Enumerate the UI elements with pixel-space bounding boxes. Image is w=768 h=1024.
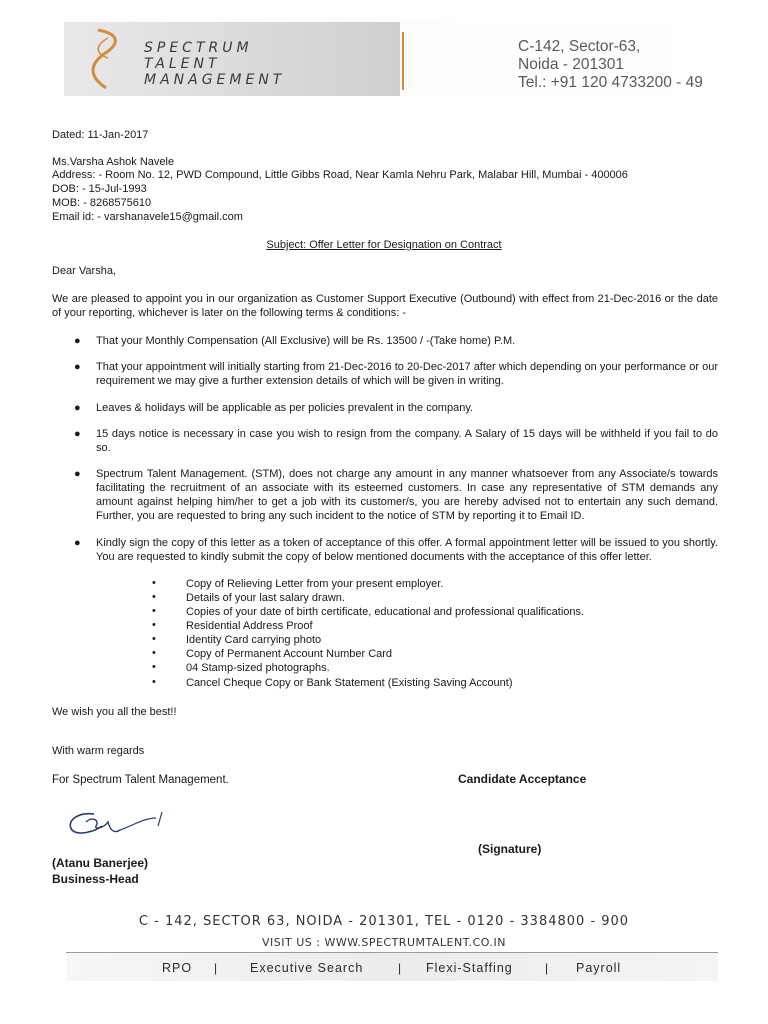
service-separator: | bbox=[398, 961, 402, 975]
document-item: Cancel Cheque Copy or Bank Statement (Existing Saving Account) bbox=[186, 677, 513, 689]
service-executive-search: Executive Search bbox=[250, 961, 364, 975]
bullet-icon: ● bbox=[74, 361, 81, 373]
document-item: Identity Card carrying photo bbox=[186, 634, 322, 646]
bullet-icon: ● bbox=[74, 468, 81, 480]
bullet-icon: ● bbox=[74, 402, 81, 414]
bullet-icon: ● bbox=[74, 335, 81, 347]
term-leaves: Leaves & holidays will be applicable as per policies prevalent in the company. bbox=[96, 402, 474, 414]
service-rpo: RPO bbox=[162, 961, 193, 975]
bullet-icon: • bbox=[152, 619, 156, 631]
bullet-icon: • bbox=[152, 661, 156, 673]
salutation: Dear Varsha, bbox=[52, 265, 116, 277]
recipient-dob: DOB: - 15-Jul-1993 bbox=[52, 183, 147, 195]
recipient-name: Ms.Varsha Ashok Navele bbox=[52, 156, 175, 168]
brand-line-2: TALENT bbox=[144, 56, 221, 72]
recipient-email: Email id: - varshanavele15@gmail.com bbox=[52, 211, 243, 223]
brand-line-3: MANAGEMENT bbox=[144, 72, 286, 88]
header-divider bbox=[402, 32, 404, 90]
closing-regards: With warm regards bbox=[52, 745, 145, 757]
letter-subject: Subject: Offer Letter for Designation on Contract bbox=[266, 239, 502, 251]
signatory-name: (Atanu Banerjee) bbox=[52, 856, 149, 870]
logo-swirl-icon bbox=[68, 24, 138, 94]
signature-label: (Signature) bbox=[478, 842, 542, 856]
closing-wish: We wish you all the best!! bbox=[52, 706, 177, 718]
footer-website: VISIT US : WWW.SPECTRUMTALENT.CO.IN bbox=[262, 936, 506, 949]
header-address-line-2: Noida - 201301 bbox=[518, 56, 624, 73]
document-item: Details of your last salary drawn. bbox=[186, 592, 345, 604]
service-payroll: Payroll bbox=[576, 961, 622, 975]
bullet-icon: • bbox=[152, 605, 156, 617]
document-item: Residential Address Proof bbox=[186, 620, 313, 632]
term-no-charge: Spectrum Talent Management. (STM), does not charge any amount in any manner whatsoever from any Associate/s towards facilitating the recruitment of an associate with its esteemed customers. In case any representative of STM demands any amount against helping him/her to get a job with its customer/s, you are hereby advised not to entertain any such demand. Further, you are requested to bring any such incident to the notice of STM by reporting it to Email ID. bbox=[96, 468, 718, 522]
recipient-mobile: MOB: - 8268575610 bbox=[52, 197, 152, 209]
candidate-acceptance-label: Candidate Acceptance bbox=[458, 772, 587, 786]
signatory-title: Business-Head bbox=[52, 872, 139, 886]
header-address-line-3: Tel.: +91 120 4733200 - 49 bbox=[518, 74, 703, 91]
bullet-icon: ● bbox=[74, 428, 81, 440]
document-item: Copy of Permanent Account Number Card bbox=[186, 648, 393, 660]
term-compensation: That your Monthly Compensation (All Exclusive) will be Rs. 13500 / -(Take home) P.M. bbox=[96, 335, 516, 347]
document-item: Copy of Relieving Letter from your present employer. bbox=[186, 578, 444, 590]
term-acceptance: Kindly sign the copy of this letter as a token of acceptance of this offer. A formal appointment letter will be issued to you shortly. You are requested to kindly submit the copy of below mentioned documents with the acceptance of this offer letter. bbox=[96, 537, 718, 563]
service-separator: | bbox=[214, 961, 218, 975]
service-flexi-staffing: Flexi-Staffing bbox=[426, 961, 513, 975]
signature-image bbox=[60, 804, 180, 844]
for-company: For Spectrum Talent Management. bbox=[52, 774, 229, 786]
bullet-icon: ● bbox=[74, 537, 81, 549]
document-item: 04 Stamp-sized photographs. bbox=[186, 662, 330, 674]
term-notice: 15 days notice is necessary in case you wish to resign from the company. A Salary of 15 days will be withheld if you fail to do so. bbox=[96, 428, 718, 454]
intro-paragraph: We are pleased to appoint you in our organization as Customer Support Executive (Outbound) with effect from 21-Dec-2016 or the date of your reporting, whichever is later on the following terms & conditions: - bbox=[52, 293, 718, 319]
recipient-address: Address: - Room No. 12, PWD Compound, Little Gibbs Road, Near Kamla Nehru Park, Malabar Hill, Mumbai - 400006 bbox=[52, 169, 628, 181]
document-item: Copies of your date of birth certificate, educational and professional qualifications. bbox=[186, 606, 585, 618]
brand-line-1: SPECTRUM bbox=[144, 40, 253, 56]
header-address-line-1: C-142, Sector-63, bbox=[518, 38, 641, 55]
service-separator: | bbox=[545, 961, 549, 975]
letter-date: Dated: 11-Jan-2017 bbox=[52, 129, 149, 141]
bullet-icon: • bbox=[152, 647, 156, 659]
bullet-icon: • bbox=[152, 591, 156, 603]
term-duration: That your appointment will initially starting from 21-Dec-2016 to 20-Dec-2017 after which depending on your performance or our requirement we may give a further extension details of which will be given in writing. bbox=[96, 361, 718, 387]
footer-address: C - 142, SECTOR 63, NOIDA - 201301, TEL - 0120 - 3384800 - 900 bbox=[138, 914, 630, 929]
bullet-icon: • bbox=[152, 577, 156, 589]
bullet-icon: • bbox=[152, 676, 156, 688]
bullet-icon: • bbox=[152, 633, 156, 645]
